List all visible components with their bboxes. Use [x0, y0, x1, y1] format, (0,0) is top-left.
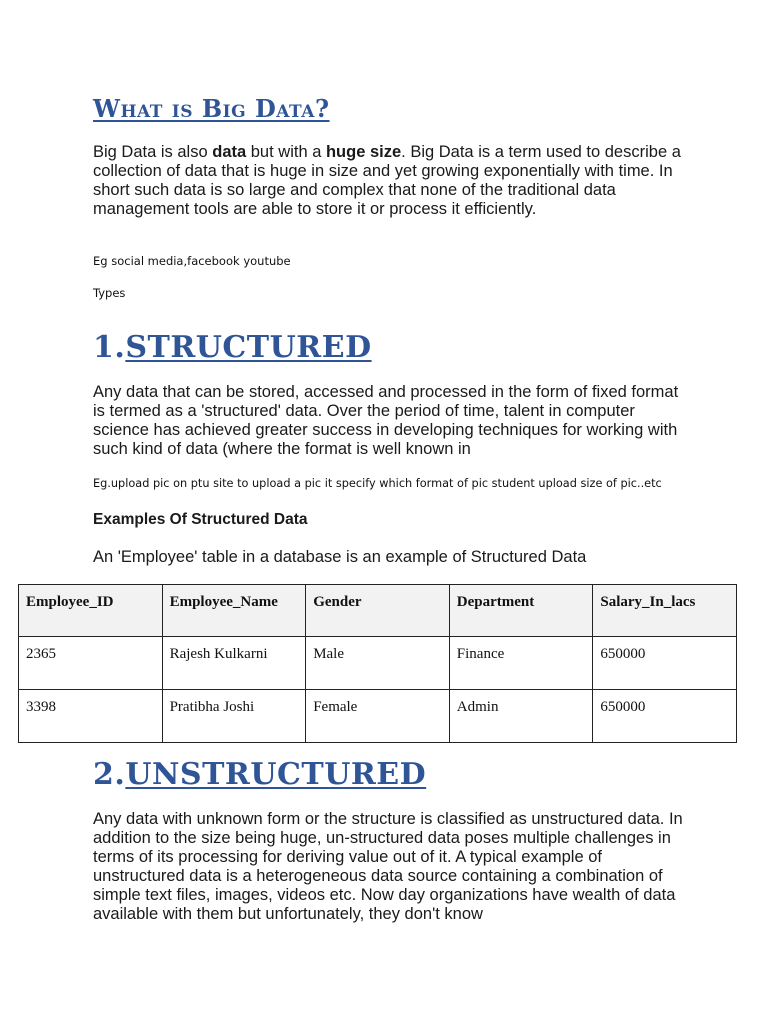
- unstructured-word: UNSTRUCTURED: [125, 757, 427, 792]
- intro-bold-data: data: [212, 143, 247, 161]
- structured-examples-heading: Examples Of Structured Data: [93, 511, 308, 528]
- column-header: Gender: [306, 585, 450, 637]
- table-cell: Admin: [449, 690, 593, 743]
- table-cell: Finance: [449, 637, 593, 690]
- unstructured-number: 2.: [93, 757, 126, 792]
- column-header: Employee_Name: [162, 585, 306, 637]
- table-cell: Female: [306, 690, 450, 743]
- structured-example-note: Eg.upload pic on ptu site to upload a pic it specify which format of pic student upload size of pic..etc: [93, 477, 662, 490]
- table-cell: 3398: [19, 690, 163, 743]
- unstructured-paragraph: Any data with unknown form or the structure is classified as unstructured data. In addition to the size being huge, un-structured data poses multiple challenges in terms of its processing for deriving value out of it. A typical example of unstructured data is a heterogeneous data source containing a combination of simple text files, images, videos etc. Now day organizations have wealth of data available with them but unfortunately, they don't know: [93, 810, 683, 923]
- table-cell: Male: [306, 637, 450, 690]
- column-header: Department: [449, 585, 593, 637]
- column-header: Employee_ID: [19, 585, 163, 637]
- table-cell: 650000: [593, 637, 737, 690]
- intro-paragraph: [93, 143, 693, 219]
- intro-text-2: but with a: [246, 143, 326, 161]
- page-title: What is Big Data?: [93, 94, 330, 123]
- table-header-row: [19, 585, 737, 637]
- structured-word: STRUCTURED: [125, 330, 372, 365]
- table-row: [19, 637, 737, 690]
- unstructured-heading: [93, 757, 426, 792]
- table-cell: Pratibha Joshi: [162, 690, 306, 743]
- table-cell: 650000: [593, 690, 737, 743]
- intro-text-3: . Big Data is a term used to describe a collection of data that is huge in size and yet growing exponentially with time. In short such data is so large and complex that none of the traditional data management tools are able to store it or process it efficiently.: [93, 143, 681, 218]
- intro-bold-huge-size: huge size: [325, 143, 402, 161]
- intro-text-1: Big Data is also: [93, 143, 213, 161]
- structured-heading: [93, 330, 372, 365]
- eg-social-note: Eg social media,facebook youtube: [93, 254, 291, 268]
- employee-table: [18, 584, 737, 743]
- types-label: Types: [93, 286, 126, 300]
- employee-table-caption: An 'Employee' table in a database is an example of Structured Data: [93, 548, 587, 566]
- table-row: [19, 690, 737, 743]
- table-cell: Rajesh Kulkarni: [162, 637, 306, 690]
- column-header: Salary_In_lacs: [593, 585, 737, 637]
- structured-number: 1.: [93, 330, 126, 365]
- structured-paragraph: Any data that can be stored, accessed and processed in the form of fixed format is termed as a 'structured' data. Over the period of time, talent in computer science has achieved greater success in developing techniques for working with such kind of data (where the format is well known in: [93, 383, 679, 458]
- table-cell: 2365: [19, 637, 163, 690]
